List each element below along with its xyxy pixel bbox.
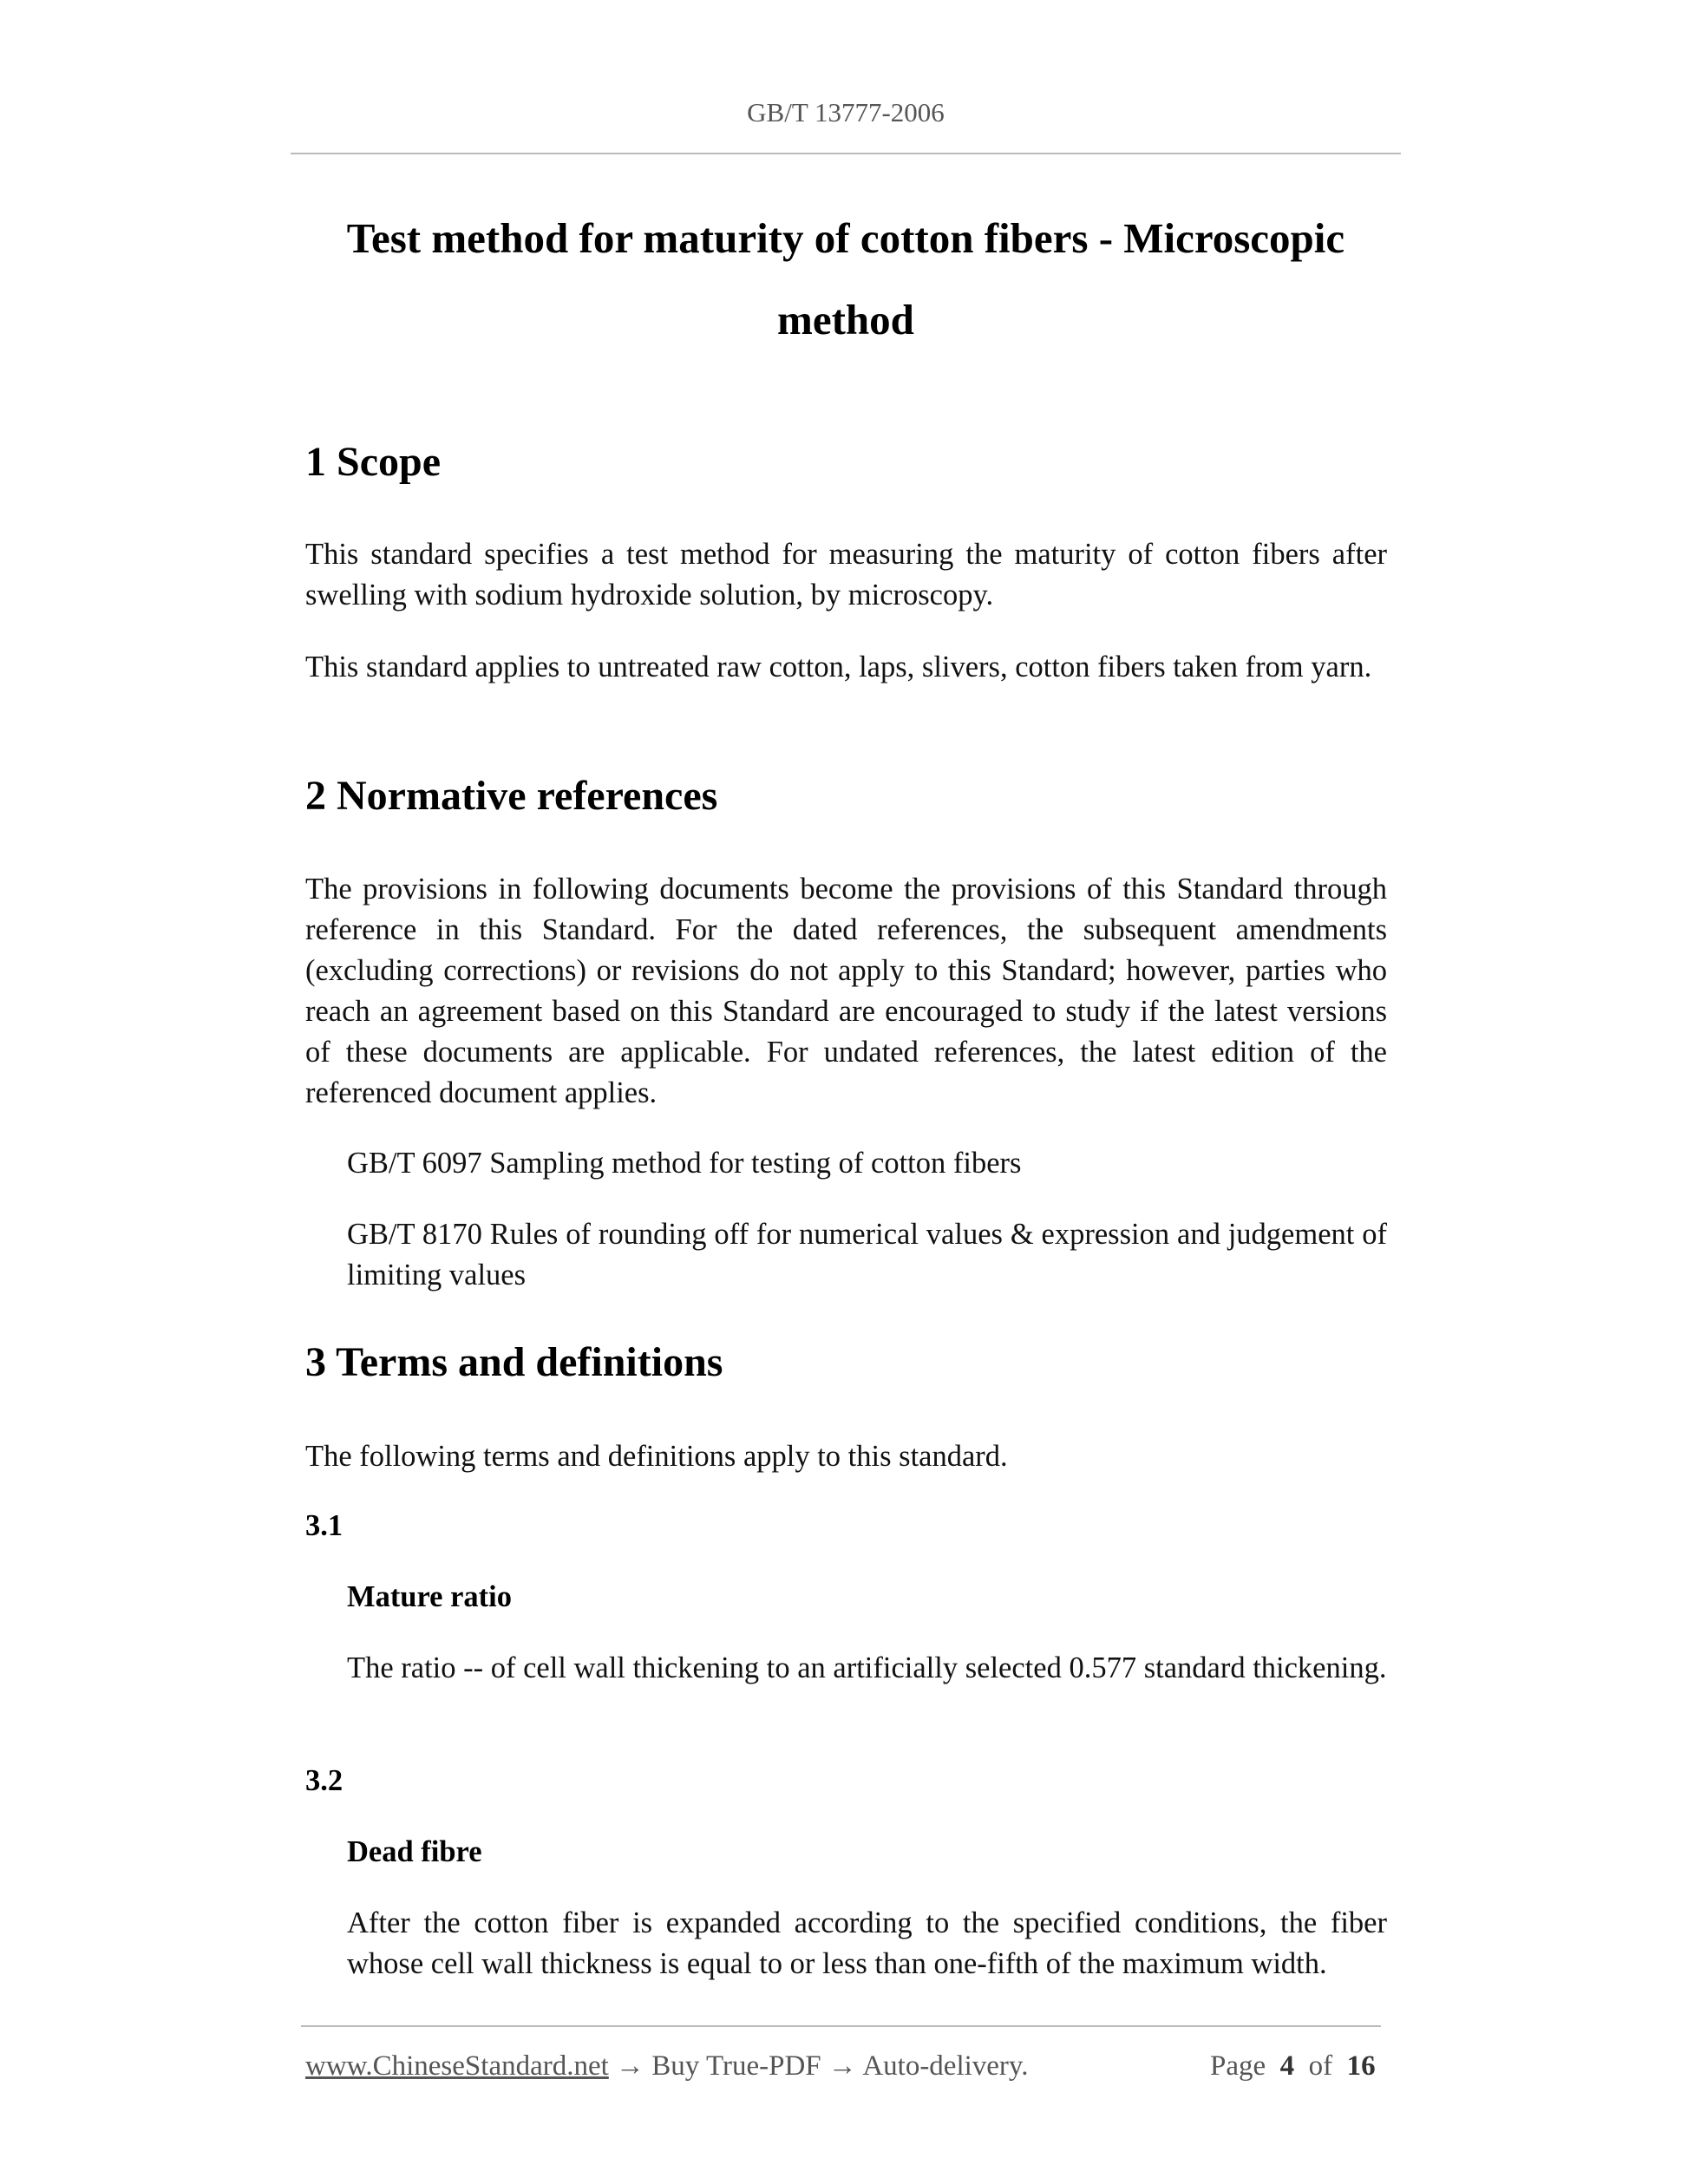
scope-paragraph-1: This standard specifies a test method for measuring the maturity of cotton fibers after swelling with sodium hydroxide solution, by microscopy. (305, 538, 1387, 611)
term-number-3-1: 3.1 (305, 1509, 343, 1542)
title-line-2: method (777, 296, 914, 343)
term-number-3-2: 3.2 (305, 1764, 343, 1797)
page-indicator (1210, 2050, 1376, 2083)
section-3-heading: 3 Terms and definitions (305, 1339, 723, 1385)
of-word: of (1308, 2050, 1333, 2082)
term-name-mature-ratio: Mature ratio (347, 1580, 513, 1613)
footer-promo (305, 2050, 1029, 2083)
reference-gbt-6097: GB/T 6097 Sampling method for testing of cotton fibers (347, 1147, 1022, 1180)
auto-delivery-text: Auto-delivery. (862, 2050, 1029, 2082)
arrow-right-icon: → (828, 2050, 857, 2082)
term-definition-mature-ratio: The ratio -- of cell wall thickening to an artificially selected 0.577 standard thickening. (347, 1651, 1387, 1684)
chinesestandard-link[interactable]: www.ChineseStandard.net (305, 2050, 609, 2082)
footer-divider (301, 2025, 1381, 2027)
current-page-number: 4 (1279, 2050, 1295, 2082)
term-name-dead-fibre: Dead fibre (347, 1835, 482, 1868)
normative-paragraph: The provisions in following documents become the provisions of this Standard through reference in this Standard. For the dated references, the subsequent amendments (excluding corrections) or revisions do not apply to this Standard; however, parties who reach an agreement based on this Standard are encouraged to study if the latest versions of these documents are applicable. For undated references, the latest edition of the referenced document applies. (305, 873, 1387, 1109)
term-definition-dead-fibre: After the cotton fiber is expanded according to the specified conditions, the fiber whose cell wall thickness is equal to or less than one-fifth of the maximum width. (347, 1906, 1387, 1980)
section-2-heading: 2 Normative references (305, 773, 718, 819)
document-title (291, 198, 1401, 361)
header-divider (291, 153, 1401, 154)
total-pages-number: 16 (1346, 2050, 1376, 2082)
reference-gbt-8170: GB/T 8170 Rules of rounding off for numerical values & expression and judgement of limiting values (347, 1218, 1387, 1291)
terms-intro: The following terms and definitions apply to this standard. (305, 1440, 1008, 1473)
page-word: Page (1210, 2050, 1266, 2082)
page-header: GB/T 13777-2006 (747, 97, 945, 128)
section-1-heading: 1 Scope (305, 439, 441, 485)
buy-true-pdf-text: Buy True-PDF (651, 2050, 821, 2082)
title-line-1: Test method for maturity of cotton fibers - Microscopic (346, 214, 1345, 262)
arrow-right-icon: → (616, 2050, 645, 2082)
scope-paragraph-2: This standard applies to untreated raw cotton, laps, slivers, cotton fibers taken from yarn. (305, 651, 1372, 683)
